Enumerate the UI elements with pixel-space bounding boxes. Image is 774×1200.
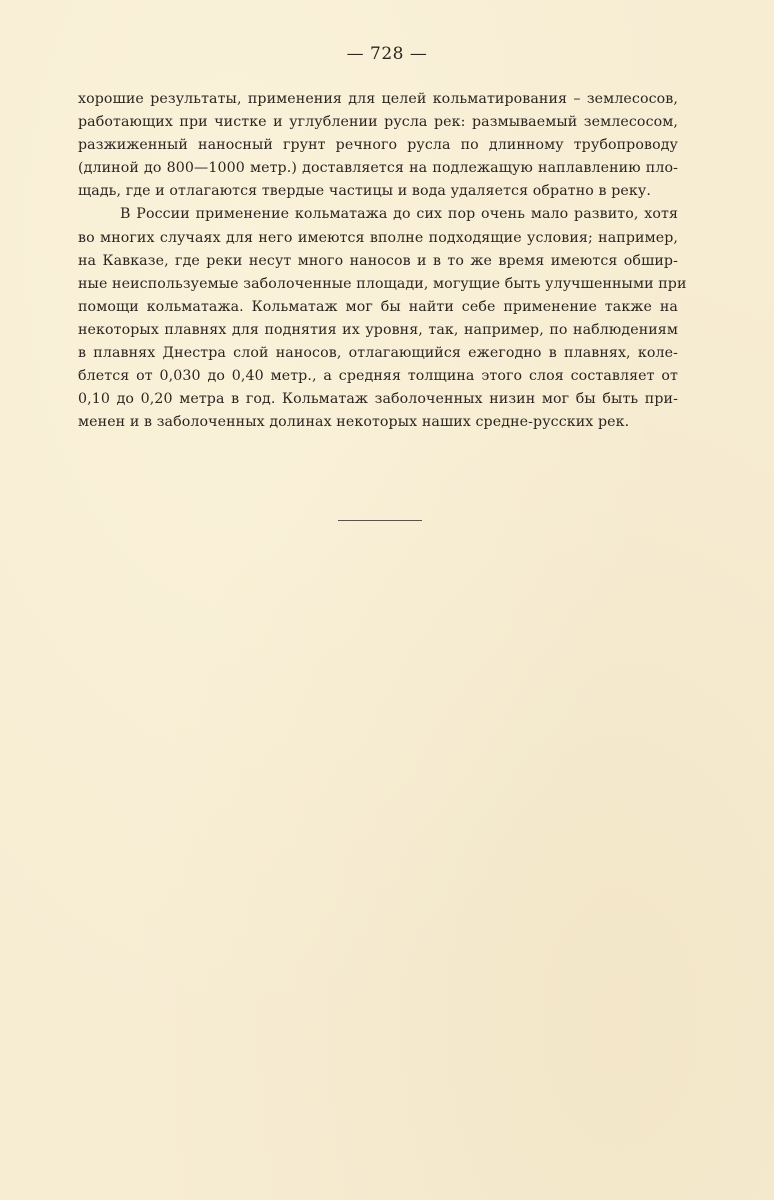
- text-line: некоторых плавнях для поднятия их уровня, так, например, по наблюдениям: [78, 321, 678, 338]
- body-text: [78, 88, 687, 434]
- text-line: 0,10 до 0,20 метра в год. Кольматаж заболоченных низин мог бы быть при-: [78, 391, 678, 408]
- text-line: в плавнях Днестра слой наносов, отлагающийся ежегодно в плавнях, коле-: [78, 345, 678, 362]
- text-line: ные неиспользуемые заболоченные площади, могущие быть улучшенными при: [78, 275, 687, 292]
- text-line: менен и в заболоченных долинах некоторых наших средне-русских рек.: [78, 414, 630, 431]
- text-line: хорошие результаты, применения для целей кольматирования – землесосов,: [78, 91, 678, 107]
- text-line: работающих при чистке и углублении русла рек: размываемый землесосом,: [78, 114, 678, 131]
- text-line: щадь, где и отлагаются твердые частицы и вода удаляется обратно в реку.: [78, 183, 651, 200]
- paragraph-1: [78, 88, 678, 203]
- text-line: помощи кольматажа. Кольматаж мог бы найти себе применение также на: [78, 298, 678, 315]
- page-number: — 728 —: [346, 44, 428, 64]
- text-line: (длиной до 800—1000 метр.) доставляется на подлежащую наплавлению пло-: [78, 160, 678, 177]
- section-divider: [338, 520, 422, 521]
- text-line: В России применение кольматажа до сих пор очень мало развито, хотя: [120, 206, 678, 223]
- text-line: блется от 0,030 до 0,40 метр., а средняя толщина этого слоя составляет от: [78, 368, 678, 385]
- paragraph-2: [78, 203, 687, 434]
- text-line: разжиженный наносный грунт речного русла по длинному трубопроводу: [78, 137, 678, 154]
- text-line: на Кавказе, где реки несут много наносов и в то же время имеются обшир-: [78, 252, 678, 269]
- text-line: во многих случаях для него имеются вполне подходящие условия; например,: [78, 229, 678, 246]
